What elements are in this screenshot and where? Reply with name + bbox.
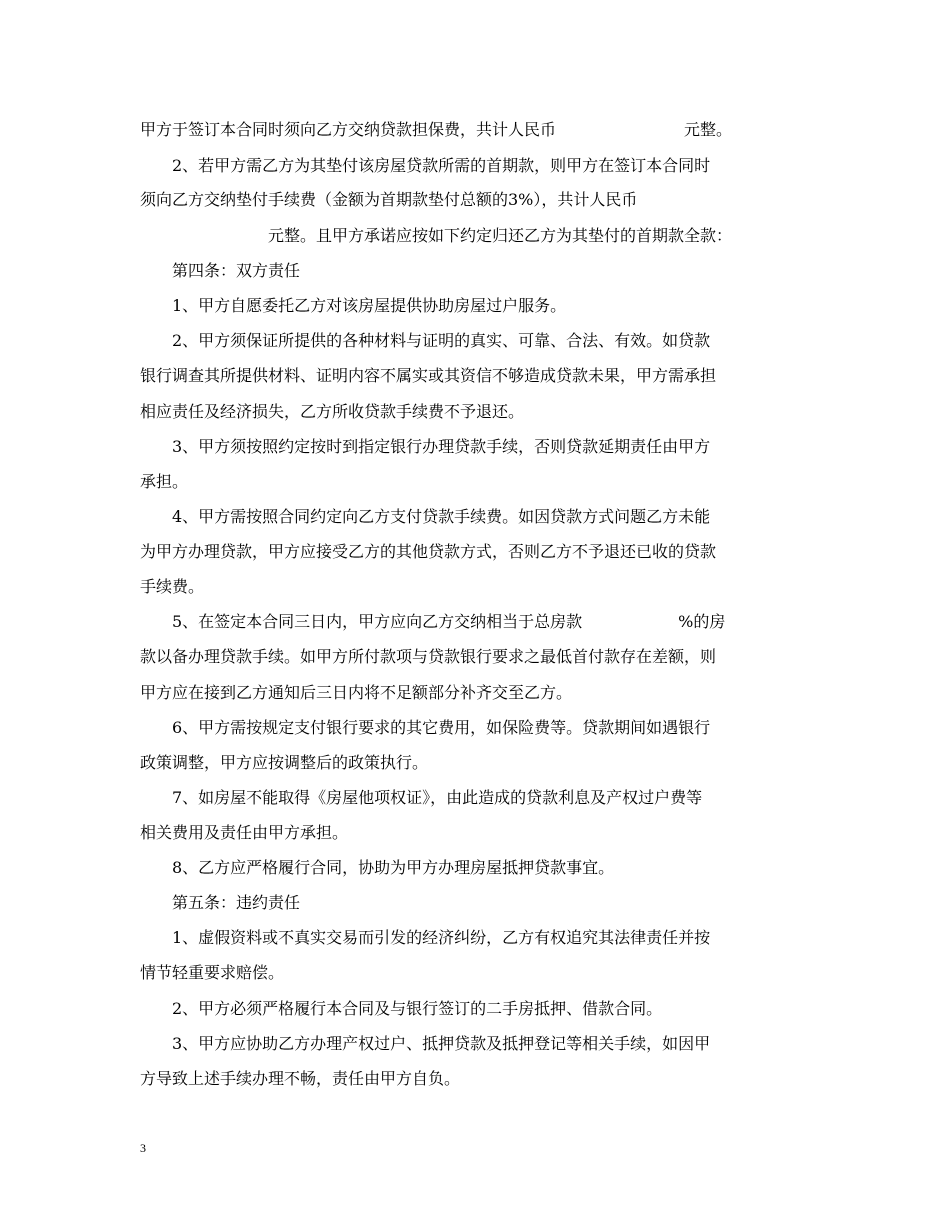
section-heading: 第四条：双方责任 — [140, 261, 301, 280]
section-heading: 第五条：违约责任 — [140, 893, 301, 912]
text-line: 甲方于签订本合同时须向乙方交纳贷款担保费，共计人民币 元整。 — [140, 120, 733, 139]
text-line: 相应责任及经济损失，乙方所收贷款手续费不予退还。 — [140, 402, 525, 421]
text-line: 1、甲方自愿委托乙方对该房屋提供协助房屋过户服务。 — [140, 296, 567, 315]
text-line: 手续费。 — [140, 577, 205, 596]
text-line: 2、甲方必须严格履行本合同及与银行签订的二手房抵押、借款合同。 — [140, 999, 663, 1018]
text-line: 2、若甲方需乙方为其垫付该房屋贷款所需的首期款，则甲方在签订本合同时 — [140, 156, 711, 175]
text-line: 8、乙方应严格履行合同，协助为甲方办理房屋抵押贷款事宜。 — [140, 858, 615, 877]
text-line: 款以备办理贷款手续。如甲方所付款项与贷款银行要求之最低首付款存在差额，则 — [140, 647, 717, 666]
text-line: 3、甲方应协助乙方办理产权过户、抵押贷款及抵押登记等相关手续，如因甲 — [140, 1034, 711, 1053]
text-line: 6、甲方需按规定支付银行要求的其它费用，如保险费等。贷款期间如遇银行 — [140, 718, 711, 737]
text-line: 2、甲方须保证所提供的各种材料与证明的真实、可靠、合法、有效。如贷款 — [140, 331, 711, 350]
text-line: 7、如房屋不能取得《房屋他项权证》，由此造成的贷款利息及产权过户费等 — [140, 788, 703, 807]
text-line: 政策调整，甲方应按调整后的政策执行。 — [140, 753, 429, 772]
text-line: 须向乙方交纳垫付手续费（金额为首期款垫付总额的3%），共计人民币 — [140, 190, 638, 209]
text-line: 情节轻重要求赔偿。 — [140, 963, 285, 982]
text-line: 元整。且甲方承诺应按如下约定归还乙方为其垫付的首期款全款： — [140, 226, 733, 245]
page-number: 3 — [140, 1141, 146, 1155]
text-line: 3、甲方须按照约定按时到指定银行办理贷款手续，否则贷款延期责任由甲方 — [140, 437, 711, 456]
text-line: 甲方应在接到乙方通知后三日内将不足额部分补齐交至乙方。 — [140, 683, 573, 702]
text-line: 4、甲方需按照合同约定向乙方支付贷款手续费。如因贷款方式问题乙方未能 — [140, 507, 711, 526]
text-line: 为甲方办理贷款，甲方应接受乙方的其他贷款方式，否则乙方不予退还已收的贷款 — [140, 542, 717, 561]
text-line: 1、虚假资料或不真实交易而引发的经济纠纷，乙方有权追究其法律责任并按 — [140, 928, 711, 947]
text-line: 银行调查其所提供材料、证明内容不属实或其资信不够造成贷款未果，甲方需承担 — [140, 366, 717, 385]
text-line: 方导致上述手续办理不畅，责任由甲方自负。 — [140, 1069, 461, 1088]
text-line: 承担。 — [140, 472, 189, 491]
text-line: 5、在签定本合同三日内，甲方应向乙方交纳相当于总房款 %的房 — [140, 612, 726, 631]
text-line: 相关费用及责任由甲方承担。 — [140, 823, 349, 842]
